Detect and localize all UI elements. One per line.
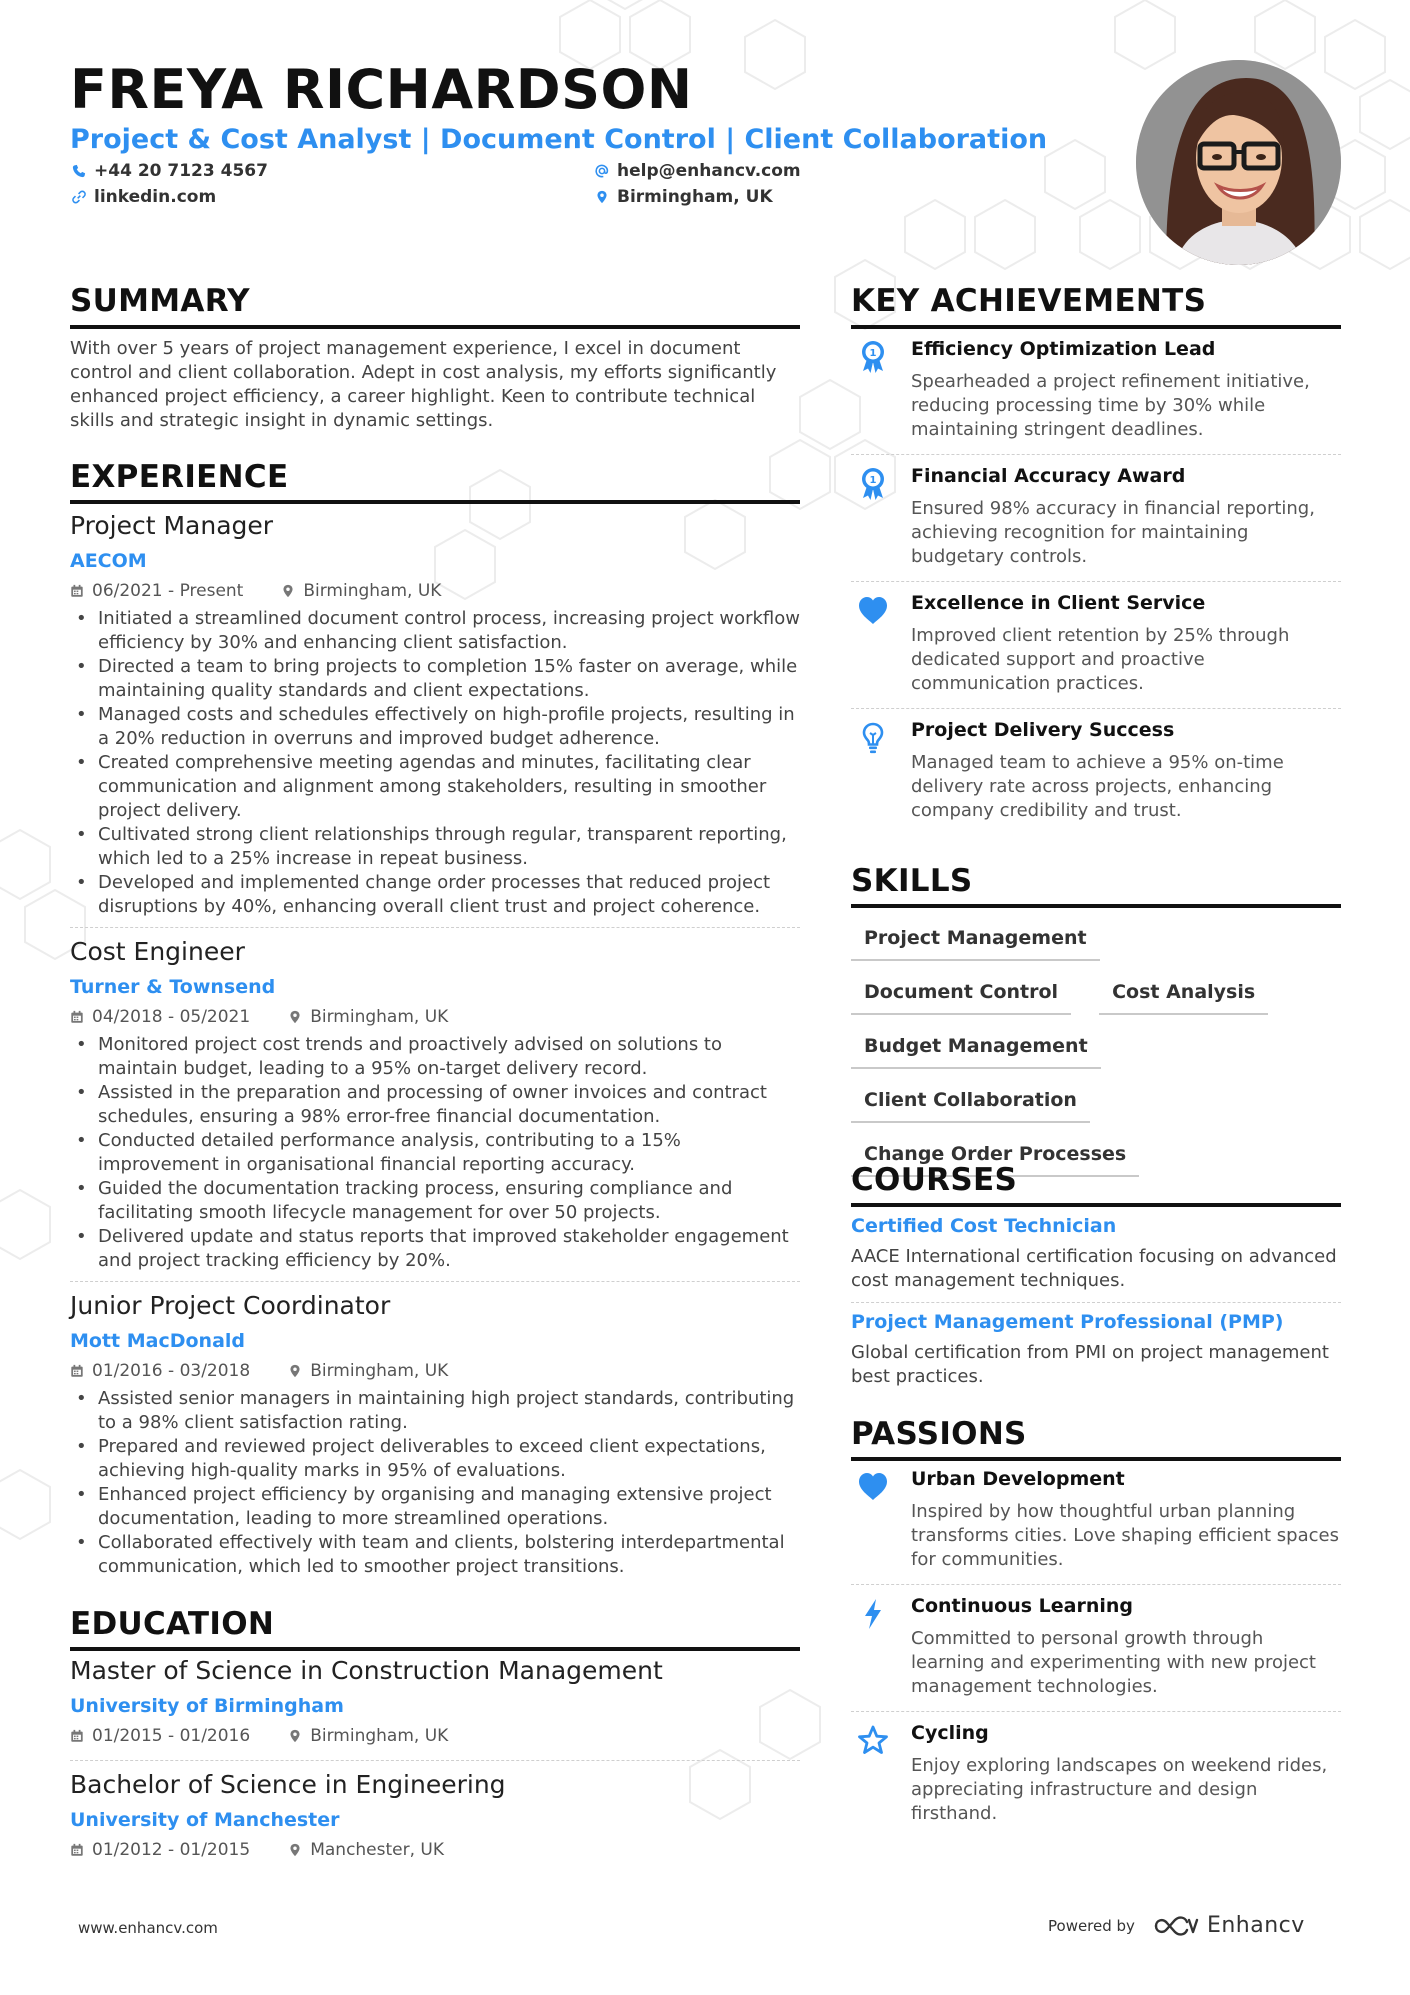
school-name[interactable]: University of Birmingham — [70, 1695, 344, 1717]
bullet-item: • Created comprehensive meeting agendas and minutes, facilitating clear communication and alignment among stakeholders, resulting in smoother project delivery. — [70, 751, 800, 823]
divider — [70, 927, 800, 928]
divider — [851, 1711, 1341, 1712]
job-bullets — [70, 607, 800, 919]
achievements-heading: KEY ACHIEVEMENTS — [851, 283, 1207, 319]
skills-heading-rule — [851, 904, 1341, 908]
achievement-description: Spearheaded a project refinement initiative, reducing processing time by 30% while maintaining stringent deadlines. — [911, 371, 1310, 440]
courses-heading: COURSES — [851, 1162, 1018, 1198]
job-bullets — [70, 1387, 800, 1579]
education-item — [70, 1770, 800, 1860]
enhancv-logo-icon — [1153, 1914, 1199, 1938]
skill-tag: Document Control — [851, 977, 1071, 1015]
summary-heading-rule — [70, 325, 800, 329]
contact-phone[interactable] — [72, 161, 268, 181]
divider — [851, 1302, 1341, 1303]
job-title: Junior Project Coordinator — [70, 1291, 391, 1320]
company-name[interactable]: Mott MacDonald — [70, 1330, 246, 1352]
calendar-icon — [70, 1729, 84, 1743]
map-pin-icon — [288, 1364, 302, 1378]
education-heading: EDUCATION — [70, 1606, 275, 1642]
divider — [851, 581, 1341, 582]
job-meta — [70, 1007, 800, 1027]
bullet-item: • Cultivated strong client relationships through regular, transparent reporting, which led to a 25% increase in repeat business. — [70, 823, 800, 871]
candidate-name: FREYA RICHARDSON — [70, 58, 693, 121]
experience-heading-rule — [70, 500, 800, 504]
bullet-item: • Guided the documentation tracking process, ensuring compliance and facilitating smooth lifecycle management for over 50 projects. — [70, 1177, 800, 1225]
calendar-icon — [70, 1364, 84, 1378]
bullet-item: • Delivered update and status reports that improved stakeholder engagement and project tracking efficiency by 20%. — [70, 1225, 800, 1273]
passion-item — [851, 1722, 1341, 1826]
bullet-item: • Assisted in the preparation and processing of owner invoices and contract schedules, ensuring a 98% error-free financial documentation. — [70, 1081, 800, 1129]
bullet-item: • Developed and implemented change order processes that reduced project disruptions by 40%, enhancing overall client trust and project coherence. — [70, 871, 800, 919]
course-item — [851, 1311, 1341, 1389]
achievements-heading-rule — [851, 325, 1341, 329]
education-location: Manchester, UK — [310, 1840, 445, 1860]
achievement-item — [851, 592, 1341, 696]
experience-item — [70, 937, 800, 1281]
achievement-description: Managed team to achieve a 95% on-time delivery rate across projects, enhancing company credibility and trust. — [911, 752, 1284, 821]
achievement-title: Efficiency Optimization Lead — [911, 338, 1216, 360]
passion-title: Cycling — [911, 1722, 989, 1744]
svg-text:1: 1 — [869, 475, 877, 486]
job-location: Birmingham, UK — [303, 581, 442, 601]
skill-tag: Project Management — [851, 923, 1100, 961]
powered-by-label: Powered by — [1048, 1916, 1135, 1935]
skill-tag: Cost Analysis — [1099, 977, 1268, 1015]
brand-name: Enhancv — [1206, 1913, 1305, 1938]
job-location: Birmingham, UK — [310, 1361, 449, 1381]
achievement-title: Financial Accuracy Award — [911, 465, 1186, 487]
bullet-item: • Prepared and reviewed project deliverables to exceed client expectations, achieving high-quality marks in 95% of evaluations. — [70, 1435, 800, 1483]
achievement-title: Project Delivery Success — [911, 719, 1175, 741]
achievement-item — [851, 465, 1341, 569]
email-text: help@enhancv.com — [617, 161, 801, 181]
achievement-description: Improved client retention by 25% through dedicated support and proactive communication practices. — [911, 625, 1290, 694]
footer-branding[interactable] — [1048, 1913, 1305, 1938]
job-meta — [70, 1361, 800, 1381]
location-text: Birmingham, UK — [617, 187, 773, 207]
education-dates: 01/2015 - 01/2016 — [92, 1726, 251, 1746]
heart-icon — [851, 1468, 895, 1508]
bullet-item: • Managed costs and schedules effectively on high-profile projects, resulting in a 20% reduction in overruns and improved budget adherence. — [70, 703, 800, 751]
course-item — [851, 1215, 1341, 1293]
award-ribbon-icon — [851, 338, 895, 378]
lightbulb-icon — [851, 719, 895, 759]
education-meta — [70, 1840, 800, 1860]
education-meta — [70, 1726, 800, 1746]
passion-description: Inspired by how thoughtful urban planning transforms cities. Love shaping efficient spaces for communities. — [911, 1501, 1339, 1570]
brand-logo — [1153, 1913, 1305, 1938]
bullet-item: • Conducted detailed performance analysis, contributing to a 15% improvement in organisational financial reporting accuracy. — [70, 1129, 800, 1177]
skill-tag: Client Collaboration — [851, 1085, 1090, 1123]
map-pin-icon — [288, 1843, 302, 1857]
footer-website[interactable]: www.enhancv.com — [78, 1919, 218, 1937]
achievement-item — [851, 719, 1341, 823]
map-pin-icon — [288, 1729, 302, 1743]
job-dates: 01/2016 - 03/2018 — [92, 1361, 251, 1381]
passions-list — [851, 1468, 1341, 1826]
map-pin-icon — [281, 584, 295, 598]
course-description: AACE International certification focusing on advanced cost management techniques. — [851, 1246, 1337, 1291]
education-heading-rule — [70, 1647, 800, 1651]
passions-heading-rule — [851, 1457, 1341, 1461]
skills-list — [851, 923, 1341, 1177]
contact-location — [595, 187, 773, 207]
divider — [851, 1584, 1341, 1585]
linkedin-text: linkedin.com — [94, 187, 217, 207]
award-ribbon-icon — [851, 465, 895, 505]
star-icon — [851, 1722, 895, 1762]
passion-item — [851, 1595, 1341, 1699]
experience-list — [70, 511, 800, 1579]
summary-heading: SUMMARY — [70, 283, 250, 319]
bullet-item: • Collaborated effectively with team and clients, bolstering interdepartmental communication, which led to smoother project transitions. — [70, 1531, 800, 1579]
job-dates: 04/2018 - 05/2021 — [92, 1007, 251, 1027]
calendar-icon — [70, 584, 84, 598]
education-dates: 01/2012 - 01/2015 — [92, 1840, 251, 1860]
bullet-item: • Directed a team to bring projects to completion 15% faster on average, while maintaining quality standards and client expectations. — [70, 655, 800, 703]
job-title: Cost Engineer — [70, 937, 245, 966]
passion-description: Enjoy exploring landscapes on weekend rides, appreciating infrastructure and design firsthand. — [911, 1755, 1328, 1824]
map-pin-icon — [288, 1010, 302, 1024]
divider — [851, 454, 1341, 455]
job-dates: 06/2021 - Present — [92, 581, 244, 601]
at-sign-icon — [595, 164, 609, 178]
achievement-item — [851, 338, 1341, 442]
summary-text: With over 5 years of project management experience, I excel in document control and client collaboration. Adept in cost analysis, my efforts significantly enhanced project efficiency, a career highlight. Keen to contribute technical skills and strategic insight in dynamic settings. — [70, 338, 777, 431]
passion-description: Committed to personal growth through learning and experimenting with new project management technologies. — [911, 1628, 1316, 1697]
company-name[interactable]: Turner & Townsend — [70, 976, 276, 998]
school-name[interactable]: University of Manchester — [70, 1809, 340, 1831]
company-name[interactable]: AECOM — [70, 550, 147, 572]
course-title[interactable]: Certified Cost Technician — [851, 1215, 1117, 1237]
education-item — [70, 1656, 800, 1760]
lightning-icon — [851, 1595, 895, 1635]
phone-icon — [72, 164, 86, 178]
bullet-item: • Monitored project cost trends and proactively advised on solutions to maintain budget, leading to a 95% on-target delivery record. — [70, 1033, 800, 1081]
calendar-icon — [70, 1010, 84, 1024]
course-title[interactable]: Project Management Professional (PMP) — [851, 1311, 1284, 1333]
passion-item — [851, 1468, 1341, 1572]
candidate-headline: Project & Cost Analyst | Document Control | Client Collaboration — [70, 124, 1048, 155]
courses-heading-rule — [851, 1203, 1341, 1207]
education-location: Birmingham, UK — [310, 1726, 449, 1746]
phone-text: +44 20 7123 4567 — [94, 161, 268, 181]
bullet-item: • Enhanced project efficiency by organising and managing extensive project documentation, leading to more streamlined operations. — [70, 1483, 800, 1531]
course-description: Global certification from PMI on project management best practices. — [851, 1342, 1329, 1387]
degree-title: Bachelor of Science in Engineering — [70, 1770, 506, 1799]
link-icon — [72, 190, 86, 204]
skill-tag: Change Order Processes — [851, 1139, 1139, 1177]
achievements-list — [851, 338, 1341, 823]
job-location: Birmingham, UK — [310, 1007, 449, 1027]
courses-list — [851, 1215, 1341, 1389]
bullet-item: • Initiated a streamlined document control process, increasing project workflow efficiency by 30% and enhancing client satisfaction. — [70, 607, 800, 655]
education-list — [70, 1656, 800, 1866]
calendar-icon — [70, 1843, 84, 1857]
achievement-title: Excellence in Client Service — [911, 592, 1206, 614]
degree-title: Master of Science in Construction Management — [70, 1656, 663, 1685]
bullet-item: • Assisted senior managers in maintaining high project standards, contributing to a 98% client satisfaction rating. — [70, 1387, 800, 1435]
experience-item — [70, 1291, 800, 1579]
job-title: Project Manager — [70, 511, 274, 540]
contact-linkedin[interactable] — [72, 187, 216, 207]
map-pin-icon — [595, 190, 609, 204]
divider — [851, 708, 1341, 709]
passions-heading: PASSIONS — [851, 1416, 1027, 1452]
experience-heading: EXPERIENCE — [70, 459, 289, 495]
experience-item — [70, 511, 800, 927]
divider — [70, 1760, 800, 1761]
divider — [70, 1281, 800, 1282]
passion-title: Urban Development — [911, 1468, 1125, 1490]
passion-title: Continuous Learning — [911, 1595, 1134, 1617]
contact-email[interactable] — [595, 161, 801, 181]
heart-icon — [851, 592, 895, 632]
job-meta — [70, 581, 800, 601]
skill-tag: Budget Management — [851, 1031, 1101, 1069]
svg-text:1: 1 — [869, 348, 877, 359]
achievement-description: Ensured 98% accuracy in financial reporting, achieving recognition for maintaining budgetary controls. — [911, 498, 1315, 567]
skills-heading: SKILLS — [851, 863, 973, 899]
profile-photo — [1136, 60, 1341, 265]
job-bullets — [70, 1033, 800, 1273]
